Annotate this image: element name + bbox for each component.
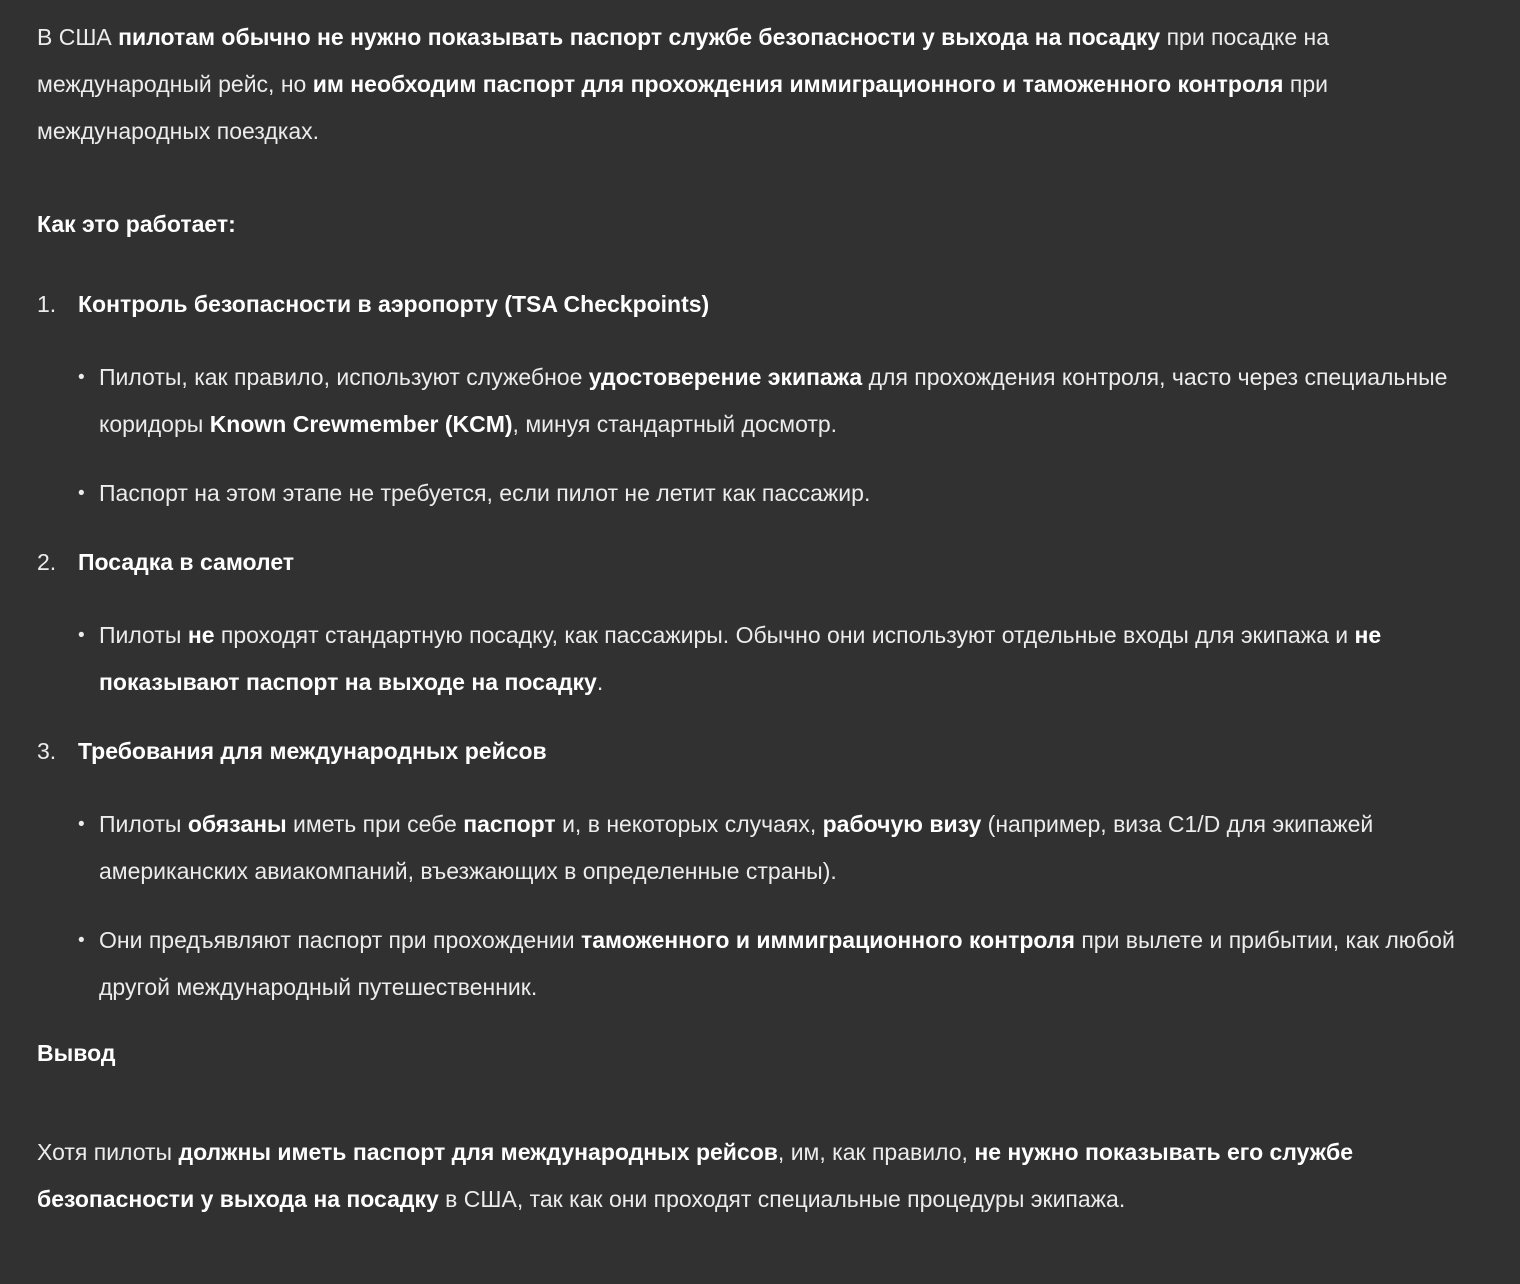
list-item-title: Требования для международных рейсов (78, 738, 547, 764)
bullet-icon: • (78, 930, 85, 951)
bullet-text: Пилоты не проходят стандартную посадку, как пассажиры. Обычно они используют отдельные входы для экипажа и не показывают паспорт на выходе на посадку. (99, 622, 1382, 695)
list-item-number: 3. (37, 738, 57, 764)
conclusion-heading: Вывод (37, 1040, 116, 1066)
bullet-list (78, 801, 1492, 1011)
bullet-item (78, 470, 1492, 517)
list-item (37, 539, 1492, 706)
list-item-title: Контроль безопасности в аэропорту (TSA Checkpoints) (78, 291, 710, 317)
bullet-item (78, 612, 1492, 706)
how-it-works-heading: Как это работает: (37, 211, 236, 237)
list-item-body (78, 539, 1492, 706)
conclusion-paragraph: Хотя пилоты должны иметь паспорт для международных рейсов, им, как правило, не нужно показывать его службе безопасности у выхода на посадку в США, так как они проходят специальные процедуры экипажа. (37, 1139, 1353, 1212)
bullet-text: Пилоты, как правило, используют служебное удостоверение экипажа для прохождения контроля, часто через специальные коридоры Known Crewmember (KCM), минуя стандартный досмотр. (99, 364, 1448, 437)
bullet-icon: • (78, 367, 85, 388)
bullet-item (78, 917, 1492, 1011)
assistant-message (37, 14, 1492, 1223)
bullet-text: Они предъявляют паспорт при прохождении таможенного и иммиграционного контроля при вылете и прибытии, как любой другой международный путешественник. (99, 927, 1455, 1000)
bullet-icon: • (78, 483, 85, 504)
list-item-body (78, 728, 1492, 1011)
list-item-number: 1. (37, 291, 57, 317)
bullet-icon: • (78, 625, 85, 646)
intro-paragraph: В США пилотам обычно не нужно показывать паспорт службе безопасности у выхода на посадку при посадке на международный рейс, но им необходим паспорт для прохождения иммиграционного и таможенного контроля при международных поездках. (37, 24, 1330, 144)
list-item-title: Посадка в самолет (78, 549, 295, 575)
bullet-icon: • (78, 814, 85, 835)
bullet-item (78, 354, 1492, 448)
list-item (37, 728, 1492, 1011)
bullet-text: Паспорт на этом этапе не требуется, если пилот не летит как пассажир. (99, 480, 871, 506)
bullet-item (78, 801, 1492, 895)
how-it-works-list (37, 281, 1492, 1011)
bullet-text: Пилоты обязаны иметь при себе паспорт и, в некоторых случаях, рабочую визу (например, виза C1/D для экипажей американских авиакомпаний, въезжающих в определенные страны). (99, 811, 1374, 884)
list-item-body (78, 281, 1492, 517)
bullet-list (78, 612, 1492, 706)
list-item (37, 281, 1492, 517)
bullet-list (78, 354, 1492, 517)
list-item-number: 2. (37, 549, 57, 575)
